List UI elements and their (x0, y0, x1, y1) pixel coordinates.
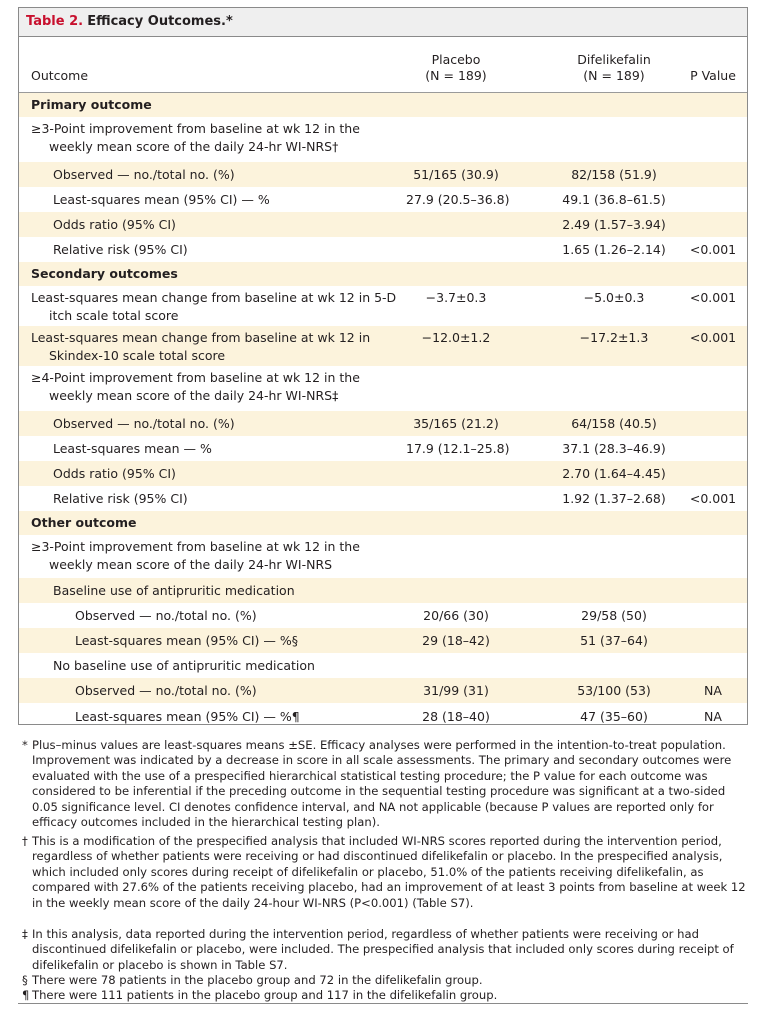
p-value: <0.001 (689, 330, 737, 345)
table-row (19, 436, 747, 461)
table-row (19, 187, 747, 212)
row-label: Relative risk (95% CI) (53, 242, 188, 257)
p-value: NA (704, 709, 722, 724)
placebo-value: 20/66 (30) (423, 608, 489, 623)
header-placebo-n: (N = 189) (425, 68, 487, 83)
p-value: <0.001 (689, 290, 737, 305)
footnote-mark: § (22, 973, 28, 987)
placebo-value: −12.0±1.2 (421, 330, 491, 345)
footnote (22, 927, 746, 973)
footnote-text: There were 78 patients in the placebo group and 72 in the difelikefalin group. (32, 973, 483, 987)
table-row (19, 162, 747, 187)
difelikefalin-value: 64/158 (40.5) (571, 416, 657, 431)
placebo-value: 29 (18–42) (422, 633, 490, 648)
table-row (19, 461, 747, 486)
efficacy-table (18, 7, 748, 725)
footnote-mark: ¶ (22, 988, 30, 1002)
header-outcome: Outcome (31, 68, 89, 83)
table-row (19, 286, 747, 326)
row-label: Least-squares mean — % (53, 441, 212, 456)
table-row (19, 678, 747, 703)
section-heading: Other outcome (31, 515, 137, 530)
footnote (22, 738, 746, 830)
table-row (19, 535, 747, 578)
header-placebo (406, 52, 506, 84)
table-name: Efficacy Outcomes.* (87, 14, 233, 29)
difelikefalin-value: −17.2±1.3 (579, 330, 649, 345)
table-row (19, 603, 747, 628)
footnote (22, 973, 746, 988)
difelikefalin-value: 47 (35–60) (580, 709, 648, 724)
row-label: ≥4-Point improvement from baseline at wk 12 in the weekly mean score of the daily 24-hr WI-NRS‡ (31, 370, 360, 403)
placebo-value: 51/165 (30.9) (413, 167, 499, 182)
difelikefalin-value: 37.1 (28.3–46.9) (562, 441, 666, 456)
table-label: Table 2. (26, 14, 84, 29)
row-label: ≥3-Point improvement from baseline at wk 12 in the weekly mean score of the daily 24-hr WI-NRS (31, 539, 360, 572)
footnote-text: Plus–minus values are least-squares means ±SE. Efficacy analyses were performed in the intention-to-treat population. Improvement was indicated by a decrease in score in all scale assessments. The primary and secondary outcomes were evaluated with the use of a prespecified hierarchical statistical testing procedure; the P value for each outcome was considered to be inferential if the preceding outcome in the sequential testing procedure was significant at a two-sided 0.05 significance level. CI denotes confidence interval, and NA not applicable (because P values are reported only for efficacy outcomes included in the hierarchical testing plan). (32, 738, 732, 830)
difelikefalin-value: 82/158 (51.9) (571, 167, 657, 182)
placebo-value: 35/165 (21.2) (413, 416, 499, 431)
row-label: Observed — no./total no. (%) (53, 167, 235, 182)
row-label: Baseline use of antipruritic medication (53, 583, 295, 598)
table-title (19, 8, 747, 37)
row-label: Least-squares mean (95% CI) — % (53, 192, 270, 207)
footnote (22, 834, 746, 911)
row-label: Least-squares mean (95% CI) — %§ (75, 633, 299, 648)
row-label: Odds ratio (95% CI) (53, 217, 176, 232)
placebo-value: 31/99 (31) (423, 683, 489, 698)
footnote-text: This is a modification of the prespecified analysis that included WI-NRS scores reported during the intervention period, regardless of whether patients were receiving or had discontinued difelikefalin or placebo. In the prespecified analysis, which included only scores during receipt of difelikefalin or placebo, 51.0% of the patients receiving difelikefalin, as compared with 27.6% of the patients receiving placebo, had an improvement of at least 3 points from baseline at week 12 in the weekly mean score of the daily 24-hour WI-NRS (P<0.001) (Table S7). (32, 834, 746, 910)
header-difelikefalin-n: (N = 189) (583, 68, 645, 83)
table-row (19, 212, 747, 237)
table-row (19, 486, 747, 511)
row-label: ≥3-Point improvement from baseline at wk 12 in the weekly mean score of the daily 24-hr WI-NRS† (31, 121, 360, 154)
table-row (19, 93, 747, 117)
table-row (19, 237, 747, 262)
header-difelikefalin-name: Difelikefalin (577, 52, 651, 67)
p-value: <0.001 (689, 242, 737, 257)
table-row (19, 117, 747, 162)
p-value: NA (704, 683, 722, 698)
footnote-text: In this analysis, data reported during the intervention period, regardless of whether patients were receiving or had discontinued difelikefalin or placebo, were included. The prespecified analysis that included only scores during receipt of difelikefalin or placebo is shown in Table S7. (32, 927, 734, 972)
row-label: Least-squares mean change from baseline at wk 12 in 5-D itch scale total score (31, 290, 397, 323)
difelikefalin-value: 53/100 (53) (577, 683, 651, 698)
footnote-mark: ‡ (22, 927, 28, 941)
placebo-value: 17.9 (12.1–25.8) (406, 441, 510, 456)
header-difelikefalin (559, 52, 669, 84)
row-label: Odds ratio (95% CI) (53, 466, 176, 481)
placebo-value: 28 (18–40) (422, 709, 490, 724)
table-row (19, 411, 747, 436)
placebo-value: −3.7±0.3 (425, 290, 487, 305)
difelikefalin-value: 1.65 (1.26–2.14) (562, 242, 666, 257)
difelikefalin-value: −5.0±0.3 (583, 290, 645, 305)
header-placebo-name: Placebo (431, 52, 481, 67)
table-header (19, 37, 747, 93)
difelikefalin-value: 1.92 (1.37–2.68) (562, 491, 666, 506)
table-row (19, 703, 747, 730)
table-row (19, 262, 747, 286)
difelikefalin-value: 51 (37–64) (580, 633, 648, 648)
section-heading: Primary outcome (31, 97, 152, 112)
p-value: <0.001 (689, 491, 737, 506)
row-label: Observed — no./total no. (%) (75, 683, 257, 698)
row-label: Observed — no./total no. (%) (53, 416, 235, 431)
row-label: Least-squares mean change from baseline at wk 12 in Skindex-10 scale total score (31, 330, 371, 363)
difelikefalin-value: 2.70 (1.64–4.45) (562, 466, 666, 481)
bottom-rule (18, 1003, 748, 1004)
footnote-mark: * (22, 738, 28, 752)
section-heading: Secondary outcomes (31, 266, 178, 281)
difelikefalin-value: 29/58 (50) (581, 608, 647, 623)
table-row (19, 511, 747, 535)
table-row (19, 578, 747, 603)
table-row (19, 366, 747, 411)
row-label: No baseline use of antipruritic medication (53, 658, 315, 673)
row-label: Least-squares mean (95% CI) — %¶ (75, 709, 300, 724)
header-p-value: P Value (690, 68, 736, 83)
difelikefalin-value: 2.49 (1.57–3.94) (562, 217, 666, 232)
row-label: Relative risk (95% CI) (53, 491, 188, 506)
table-row (19, 628, 747, 653)
footnote-mark: † (22, 834, 28, 848)
difelikefalin-value: 49.1 (36.8–61.5) (562, 192, 666, 207)
table-row (19, 326, 747, 366)
table-body (19, 93, 747, 730)
placebo-value: 27.9 (20.5–36.8) (406, 192, 510, 207)
row-label: Observed — no./total no. (%) (75, 608, 257, 623)
footnote (22, 988, 746, 1003)
table-row (19, 653, 747, 678)
footnote-text: There were 111 patients in the placebo group and 117 in the difelikefalin group. (32, 988, 498, 1002)
